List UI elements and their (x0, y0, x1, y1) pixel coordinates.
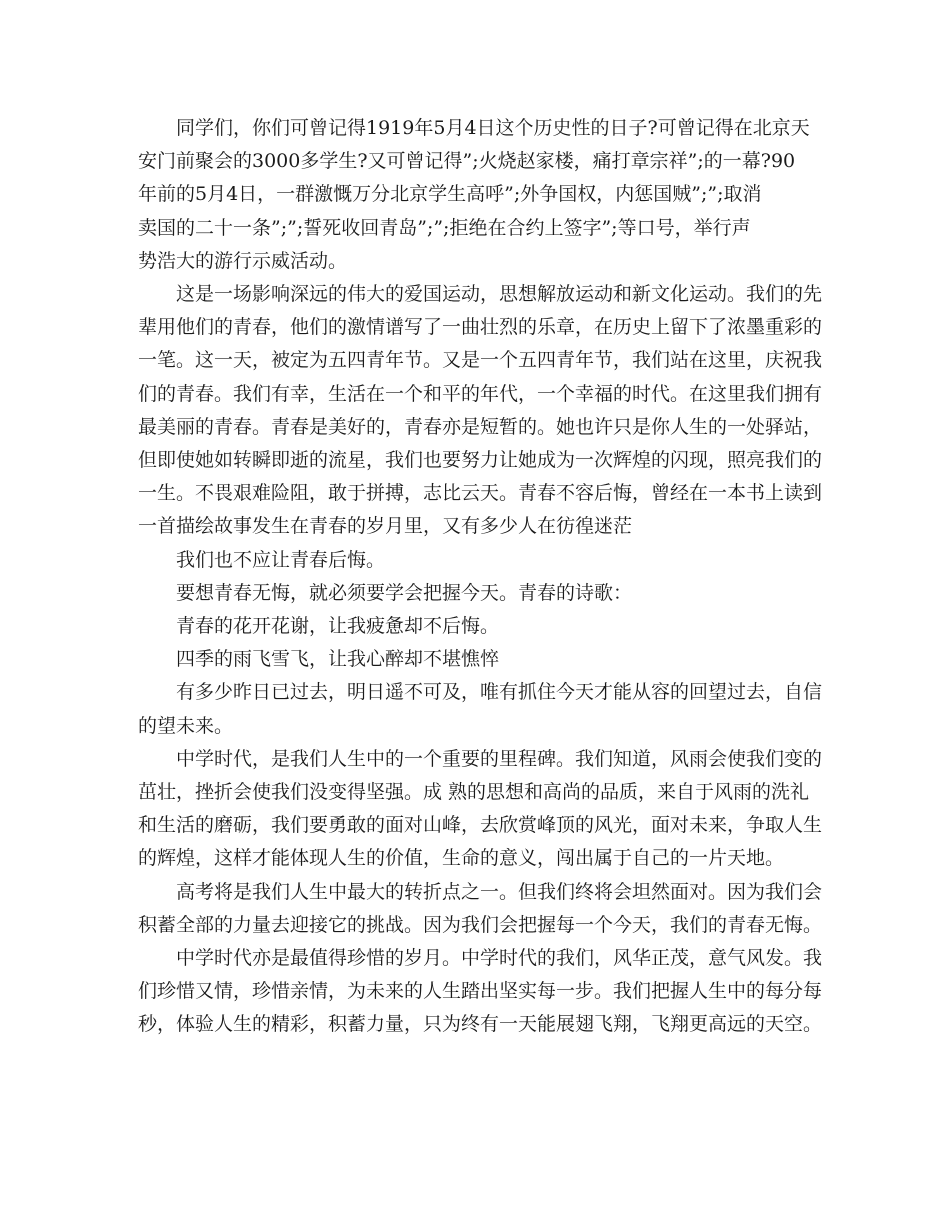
document-body (138, 112, 826, 1042)
text-line: 青春的花开花谢，让我疲惫却不后悔。 (176, 615, 500, 638)
text-line: 一生。不畏艰难险阻，敢于拼搏，志比云天。青春不容后悔，曾经在一本书上读到 (138, 482, 823, 505)
text-line: 们珍惜又情，珍惜亲情，为未来的人生踏出坚实每一步。我们把握人生中的每分每 (138, 980, 823, 1003)
text-line: 四季的雨飞雪飞，让我心醉却不堪憔悴 (176, 648, 500, 671)
paragraph (138, 876, 826, 942)
paragraph (138, 278, 826, 544)
text-line: 安门前聚会的3000多学生?又可曾记得”;火烧赵家楼，痛打章宗祥”;的一幕?90 (138, 150, 796, 173)
text-line: 一笔。这一天，被定为五四青年节。又是一个五四青年节，我们站在这里，庆祝我 (138, 349, 823, 372)
paragraph (138, 544, 826, 577)
text-line: 我们也不应让青春后悔。 (176, 548, 386, 571)
poem-line (138, 643, 826, 676)
text-line: 势浩大的游行示威活动。 (138, 249, 348, 272)
text-line: 和生活的磨砺，我们要勇敢的面对山峰，去欣赏峰顶的风光，面对未来，争取人生 (138, 814, 823, 837)
poem-line (138, 610, 826, 643)
text-line: 积蓄全部的力量去迎接它的挑战。因为我们会把握每一个今天，我们的青春无悔。 (138, 913, 823, 936)
text-line: 们的青春。我们有幸，生活在一个和平的年代，一个幸福的时代。在这里我们拥有 (138, 382, 823, 405)
paragraph (138, 743, 826, 876)
text-line: 茁壮，挫折会使我们没变得坚强。成 熟的思想和高尚的品质，来自于风雨的洗礼 (138, 781, 810, 804)
text-line: 年前的5月4日，一群激慨万分北京学生高呼”;外争国权，内惩国贼”;”;取消 (138, 183, 762, 206)
text-line: 一首描绘故事发生在青春的岁月里，又有多少人在彷徨迷茫 (138, 515, 633, 538)
text-line: 有多少昨日已过去，明日遥不可及，唯有抓住今天才能从容的回望过去，自信 (176, 681, 823, 704)
text-line: 要想青春无悔，就必须要学会把握今天。青春的诗歌： (176, 581, 633, 604)
text-line: 中学时代亦是最值得珍惜的岁月。中学时代的我们，风华正茂，意气风发。我 (176, 947, 823, 970)
paragraph (138, 577, 826, 610)
paragraph (138, 942, 826, 1042)
text-line: 高考将是我们人生中最大的转折点之一。但我们终将会坦然面对。因为我们会 (176, 880, 823, 903)
text-line: 辈用他们的青春，他们的激情谱写了一曲壮烈的乐章，在历史上留下了浓墨重彩的 (138, 316, 823, 339)
text-line: 最美丽的青春。青春是美好的，青春亦是短暂的。她也许只是你人生的一处驿站， (138, 415, 823, 438)
text-line: 的辉煌，这样才能体现人生的价值，生命的意义，闯出属于自己的一片天地。 (138, 847, 785, 870)
text-line: 中学时代，是我们人生中的一个重要的里程碑。我们知道，风雨会使我们变的 (176, 747, 823, 770)
paragraph (138, 676, 826, 742)
text-line: 但即使她如转瞬即逝的流星，我们也要努力让她成为一次辉煌的闪现，照亮我们的 (138, 449, 823, 472)
paragraph (138, 112, 826, 278)
text-line: 的望未来。 (138, 714, 234, 737)
text-line: 同学们，你们可曾记得1919年5月4日这个历史性的日子?可曾记得在北京天 (176, 117, 810, 139)
text-line: 秒，体验人生的精彩，积蓄力量，只为终有一天能展翅飞翔，飞翔更高远的天空。 (138, 1013, 823, 1036)
text-line: 卖国的二十一条”;”;誓死收回青岛”;”;拒绝在合约上签字”;等口号，举行声 (138, 216, 751, 239)
text-line: 这是一场影响深远的伟大的爱国运动，思想解放运动和新文化运动。我们的先 (176, 283, 823, 306)
